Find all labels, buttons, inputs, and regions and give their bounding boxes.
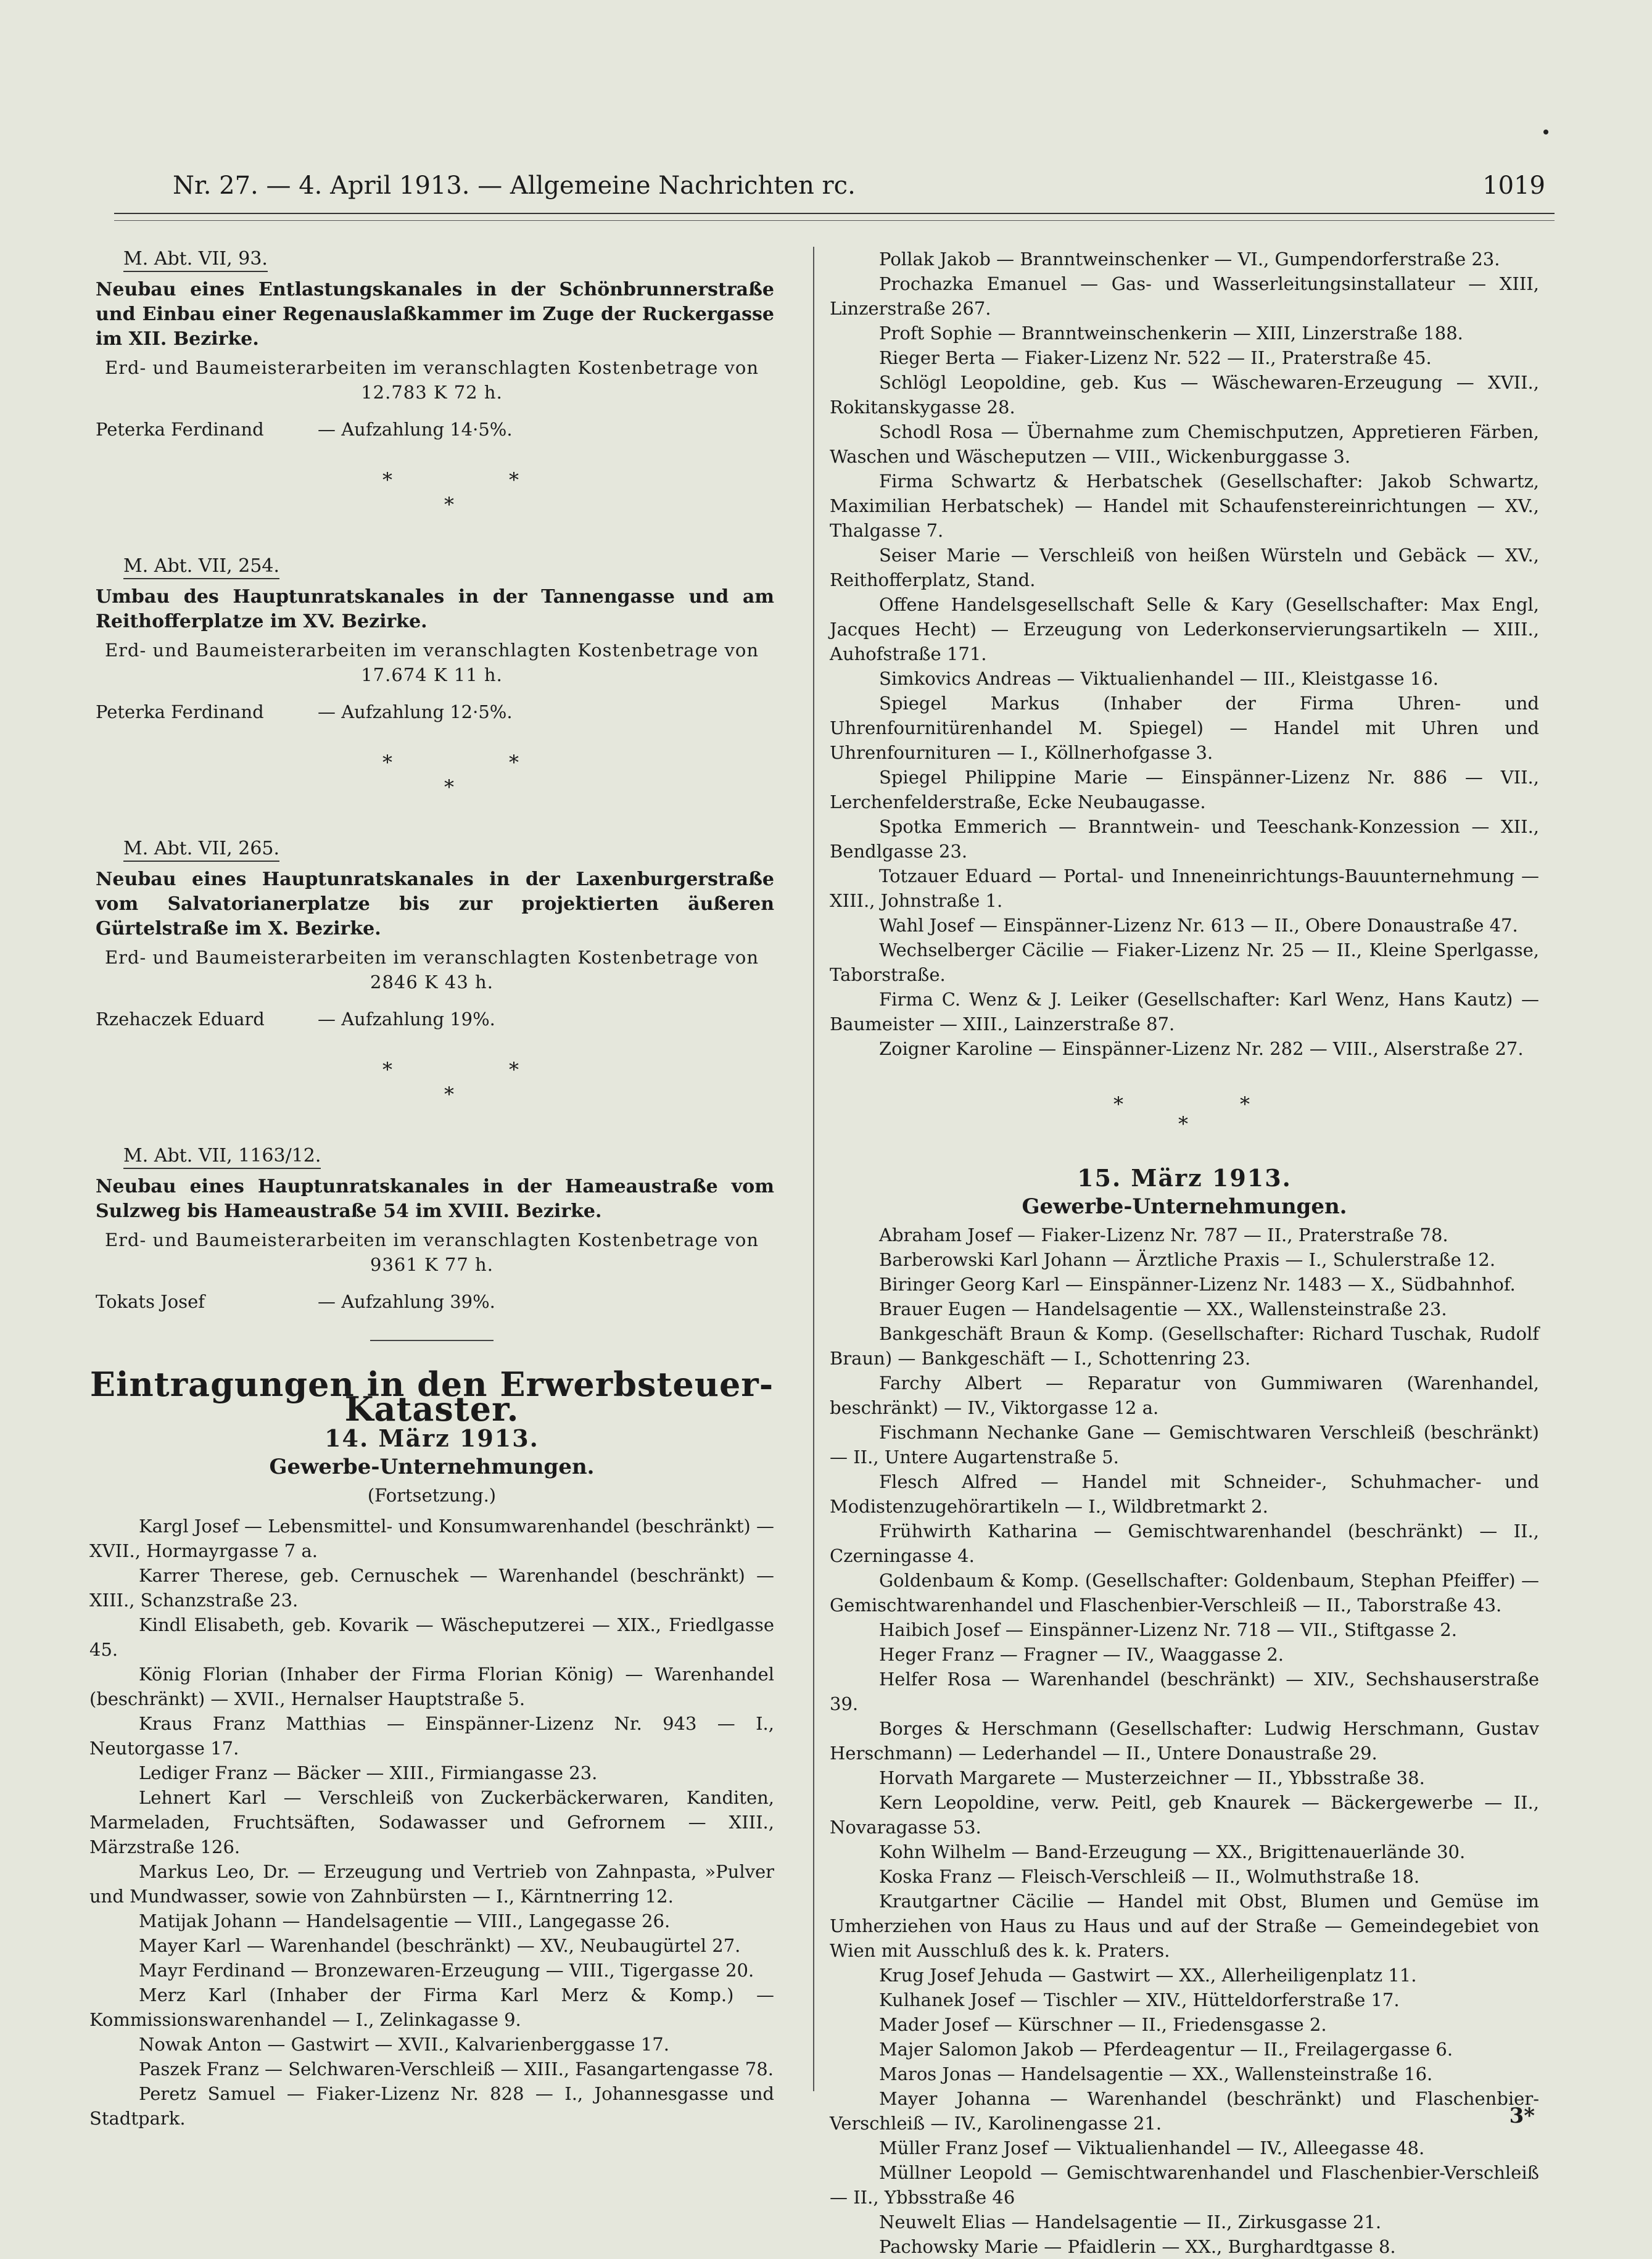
list-item: Flesch Alfred — Handel mit Schneider-, Schuhmacher- und Modistenzugehörartikeln — I., Wildbretmarkt 2.: [830, 1471, 1539, 1517]
project-works: Erd- und Baumeisterarbeiten im veranschlagten Kostenbetrage von 17.674 K 11 h.: [104, 640, 759, 685]
contractor-name: Rzehaczek Eduard: [96, 1009, 265, 1030]
star-separator: [89, 468, 774, 535]
list-item: Maros Jonas — Handelsagentie — XX., Wallensteinstraße 16.: [879, 2063, 1433, 2084]
list-item: Firma Schwartz & Herbatschek (Gesellschafter: Jakob Schwartz, Maximilian Herbatschek) — Handel mit Schaufenstereinrichtungen — XV., Thalgasse 7.: [830, 471, 1539, 541]
list-item: Rieger Berta — Fiaker-Lizenz Nr. 522 — II., Praterstraße 45.: [879, 347, 1432, 368]
list-item: Karrer Therese, geb. Cernuschek — Warenhandel (beschränkt) — XIII., Schanzstraße 23.: [89, 1565, 774, 1611]
list-item: Müllner Leopold — Gemischtwarenhandel und Flaschenbier-Verschleiß — II., Ybbsstraße 46: [830, 2162, 1539, 2208]
list-item: Lediger Franz — Bäcker — XIII., Firmiangasse 23.: [139, 1762, 598, 1783]
list-item: Seiser Marie — Verschleiß von heißen Würsteln und Gebäck — XV., Reithofferplatz, Stand.: [830, 545, 1539, 590]
project-reference: [89, 836, 774, 861]
ink-dot: [1543, 130, 1548, 134]
star: *: [1178, 1112, 1188, 1136]
project-result: [89, 417, 774, 443]
list-item: Prochazka Emanuel — Gas- und Wasserleitungsinstallateur — XIII, Linzerstraße 267.: [830, 273, 1539, 319]
entry-list: [830, 1223, 1539, 2259]
list-item: Wahl Josef — Einspänner-Lizenz Nr. 613 — II., Obere Donaustraße 47.: [879, 915, 1518, 936]
star: *: [382, 468, 392, 492]
project-title: Neubau eines Entlastungskanales in der Schönbrunnerstraße und Einbau einer Regenauslaßkammer im Zuge der Ruckergasse im XII. Bezirke.: [96, 279, 774, 350]
header-title: Nr. 27. — 4. April 1913. — Allgemeine Nachrichten rc.: [173, 171, 856, 200]
entry-list: [830, 247, 1539, 1061]
project-reference-text: M. Abt. VII, 254.: [123, 555, 279, 579]
list-item: Neuwelt Elias — Handelsagentie — II., Zirkusgasse 21.: [879, 2212, 1382, 2232]
contractor-name: Peterka Ferdinand: [96, 419, 264, 440]
list-item: Bankgeschäft Braun & Komp. (Gesellschafter: Richard Tuschak, Rudolf Braun) — Bankgeschäft — I., Schottenring 23.: [830, 1323, 1539, 1369]
list-item: Mader Josef — Kürschner — II., Friedensgasse 2.: [879, 2014, 1327, 2035]
continuation-note: (Fortsetzung.): [367, 1485, 497, 1506]
surcharge: — Aufzahlung 39%.: [318, 1291, 495, 1312]
list-item: Barberowski Karl Johann — Ärztliche Praxis — I., Schulerstraße 12.: [879, 1249, 1496, 1270]
star-separator: [830, 1092, 1539, 1141]
list-item: Brauer Eugen — Handelsagentie — XX., Wallensteinstraße 23.: [879, 1299, 1447, 1319]
list-item: Mayer Karl — Warenhandel (beschränkt) — XV., Neubaugürtel 27.: [139, 1935, 741, 1956]
list-item: Majer Salomon Jakob — Pferdeagentur — II., Freilagergasse 6.: [879, 2039, 1453, 2060]
star: *: [444, 493, 454, 516]
project-result: [89, 1007, 774, 1033]
project-block: [89, 554, 774, 725]
list-item: Kargl Josef — Lebensmittel- und Konsumwarenhandel (beschränkt) — XVII., Hormayrgasse 7 a.: [89, 1516, 774, 1561]
list-item: Pachowsky Marie — Pfaidlerin — XX., Burghardtgasse 8.: [879, 2236, 1396, 2257]
list-item: Horvath Margarete — Musterzeichner — II., Ybbsstraße 38.: [879, 1767, 1425, 1788]
list-item: Heger Franz — Fragner — IV., Waaggasse 2.: [879, 1644, 1284, 1665]
list-item: Müller Franz Josef — Viktualienhandel — IV., Alleegasse 48.: [879, 2137, 1425, 2158]
list-item: Kulhanek Josef — Tischler — XIV., Hütteldorferstraße 17.: [879, 1989, 1400, 2010]
list-item: Simkovics Andreas — Viktualienhandel — III., Kleistgasse 16.: [879, 668, 1439, 689]
list-item: Farchy Albert — Reparatur von Gummiwaren (Warenhandel, beschränkt) — IV., Viktorgasse 12 a.: [830, 1373, 1539, 1418]
list-item: Matijak Johann — Handelsagentie — VIII., Langegasse 26.: [139, 1910, 671, 1931]
list-item: Peretz Samuel — Fiaker-Lizenz Nr. 828 — I., Johannesgasse und Stadtpark.: [89, 2083, 774, 2129]
project-block: [89, 836, 774, 1033]
list-item: Kraus Franz Matthias — Einspänner-Lizenz Nr. 943 — I., Neutorgasse 17.: [89, 1713, 774, 1759]
project-reference-text: M. Abt. VII, 93.: [123, 248, 268, 272]
list-item: Wechselberger Cäcilie — Fiaker-Lizenz Nr. 25 — II., Kleine Sperlgasse, Taborstraße.: [830, 940, 1539, 985]
contractor-name: Tokats Josef: [96, 1291, 205, 1312]
surcharge: — Aufzahlung 14·5%.: [318, 419, 513, 440]
section-title: Eintragungen in den Erwerbsteuer-Kataster.: [89, 1365, 774, 1429]
list-item: Offene Handelsgesellschaft Selle & Kary (Gesellschafter: Max Engl, Jacques Hecht) — Erzeugung von Lederkonservierungsartikeln — XIII., Auhofstraße 171.: [830, 594, 1539, 664]
contractor-name: Peterka Ferdinand: [96, 701, 264, 722]
list-item: Paszek Franz — Selchwaren-Verschleiß — XIII., Fasangartengasse 78.: [139, 2059, 774, 2079]
list-item: Fischmann Nechanke Gane — Gemischtwaren Verschleiß (beschränkt) — II., Untere Augartenstraße 5.: [830, 1422, 1539, 1468]
project-works: Erd- und Baumeisterarbeiten im veranschlagten Kostenbetrage von 12.783 K 72 h.: [104, 357, 759, 403]
signature-mark: 3*: [1509, 2104, 1535, 2128]
list-item: Helfer Rosa — Warenhandel (beschränkt) — XIV., Sechshauserstraße 39.: [830, 1669, 1539, 1714]
left-column: [89, 247, 774, 2131]
list-item: Nowak Anton — Gastwirt — XVII., Kalvarienberggasse 17.: [139, 2034, 669, 2055]
surcharge: — Aufzahlung 19%.: [318, 1009, 495, 1030]
project-result: [89, 1289, 774, 1315]
list-item: Markus Leo, Dr. — Erzeugung und Vertrieb von Zahnpasta, »Pulver und Mundwasser, sowie von Zahnbürsten — I., Kärntnerring 12.: [89, 1861, 774, 1907]
star: *: [509, 1058, 519, 1081]
list-item: Haibich Josef — Einspänner-Lizenz Nr. 718 — VII., Stiftgasse 2.: [879, 1619, 1457, 1640]
right-column: [830, 247, 1539, 2259]
project-reference: [89, 247, 774, 271]
project-reference-text: M. Abt. VII, 1163/12.: [123, 1145, 321, 1169]
list-item: Kindl Elisabeth, geb. Kovarik — Wäscheputzerei — XIX., Friedlgasse 45.: [89, 1614, 774, 1660]
list-item: Spiegel Markus (Inhaber der Firma Uhren- und Uhrenfournitürenhandel M. Spiegel) — Handel mit Uhren und Uhrenfournituren — I., Köllnerhofgasse 3.: [830, 693, 1539, 763]
list-item: Borges & Herschmann (Gesellschafter: Ludwig Herschmann, Gustav Herschmann) — Lederhandel — II., Untere Donaustraße 29.: [830, 1718, 1539, 1764]
project-title: Umbau des Hauptunratskanales in der Tannengasse und am Reithofferplatze im XV. Bezirke.: [96, 586, 774, 632]
star: *: [509, 751, 519, 774]
list-item: Krautgartner Cäcilie — Handel mit Obst, Blumen und Gemüse im Umherziehen von Haus zu Haus und auf der Straße — Gemeindegebiet von Wien mit Ausschluß des k. k. Praters.: [830, 1891, 1539, 1961]
project-title: Neubau eines Hauptunratskanales in der Hameaustraße vom Sulzweg bis Hameaustraße 54 im XVIII. Bezirke.: [96, 1176, 774, 1222]
column-divider: [813, 247, 814, 2091]
list-item: Kohn Wilhelm — Band-Erzeugung — XX., Brigittenauerlände 30.: [879, 1841, 1466, 1862]
star: *: [1113, 1092, 1123, 1116]
list-item: Biringer Georg Karl — Einspänner-Lizenz Nr. 1483 — X., Südbahnhof.: [879, 1274, 1516, 1295]
star: *: [509, 468, 519, 492]
list-item: Spiegel Philippine Marie — Einspänner-Lizenz Nr. 886 — VII., Lerchenfelderstraße, Ecke Neubaugasse.: [830, 767, 1539, 812]
header-rule: [114, 213, 1555, 221]
list-item: Lehnert Karl — Verschleiß von Zuckerbäckerwaren, Kanditen, Marmeladen, Fruchtsäften, Sodawasser und Gefrornem — XIII., Märzstraße 126.: [89, 1787, 774, 1857]
star: *: [1240, 1092, 1250, 1116]
list-item: Zoigner Karoline — Einspänner-Lizenz Nr. 282 — VIII., Alserstraße 27.: [879, 1038, 1524, 1059]
project-reference: [89, 554, 774, 579]
list-item: Mayer Johanna — Warenhandel (beschränkt) und Flaschenbier-Verschleiß — IV., Karolinengasse 21.: [830, 2088, 1539, 2134]
star: *: [382, 751, 392, 774]
list-item: Koska Franz — Fleisch-Verschleiß — II., Wolmuthstraße 18.: [879, 1866, 1420, 1887]
project-title: Neubau eines Hauptunratskanales in der Laxenburgerstraße vom Salvatorianerplatze bis zur projektierten äußeren Gürtelstraße im X. Bezirke.: [96, 869, 774, 940]
list-item: Proft Sophie — Branntweinschenkerin — XIII, Linzerstraße 188.: [879, 323, 1463, 344]
page-header: [105, 165, 1551, 215]
star: *: [382, 1058, 392, 1081]
list-item: Goldenbaum & Komp. (Gesellschafter: Goldenbaum, Stephan Pfeiffer) — Gemischtwarenhandel und Flaschenbier-Verschleiß — II., Taborstraße 43.: [830, 1570, 1539, 1616]
list-item: Abraham Josef — Fiaker-Lizenz Nr. 787 — II., Praterstraße 78.: [879, 1224, 1448, 1245]
page-number: 1019: [1482, 171, 1545, 200]
project-reference: [89, 1144, 774, 1168]
list-item: Pollak Jakob — Branntweinschenker — VI., Gumpendorferstraße 23.: [879, 249, 1500, 270]
star-separator: [89, 1057, 774, 1125]
surcharge: — Aufzahlung 12·5%.: [318, 701, 513, 722]
star: *: [444, 1083, 454, 1106]
project-block: [89, 1144, 774, 1315]
section-rule: [370, 1340, 494, 1341]
project-reference-text: M. Abt. VII, 265.: [123, 838, 279, 862]
section-date: 14. März 1913.: [324, 1424, 539, 1452]
list-item: König Florian (Inhaber der Firma Florian König) — Warenhandel (beschränkt) — XVII., Hernalser Hauptstraße 5.: [89, 1664, 774, 1709]
list-item: Schodl Rosa — Übernahme zum Chemischputzen, Appretieren Färben, Waschen und Wäscheputzen — VIII., Wickenburggasse 3.: [830, 421, 1539, 467]
project-result: [89, 700, 774, 725]
list-item: Totzauer Eduard — Portal- und Inneneinrichtungs-Bauunternehmung — XIII., Johnstraße 1.: [830, 865, 1539, 911]
star-separator: [89, 750, 774, 818]
list-item: Spotka Emmerich — Branntwein- und Teeschank-Konzession — XII., Bendlgasse 23.: [830, 816, 1539, 862]
list-item: Schlögl Leopoldine, geb. Kus — Wäschewaren-Erzeugung — XVII., Rokitanskygasse 28.: [830, 372, 1539, 418]
list-item: Firma C. Wenz & J. Leiker (Gesellschafter: Karl Wenz, Hans Kautz) — Baumeister — XIII., Lainzerstraße 87.: [830, 989, 1539, 1035]
project-block: [89, 247, 774, 443]
project-works: Erd- und Baumeisterarbeiten im veranschlagten Kostenbetrage von 2846 K 43 h.: [104, 947, 759, 993]
section-subtitle: Gewerbe-Unternehmungen.: [269, 1455, 595, 1479]
section-date: 15. März 1913.: [1077, 1164, 1292, 1192]
list-item: Mayr Ferdinand — Bronzewaren-Erzeugung — VIII., Tigergasse 20.: [139, 1960, 754, 1981]
project-works: Erd- und Baumeisterarbeiten im veranschlagten Kostenbetrage von 9361 K 77 h.: [104, 1229, 759, 1275]
list-item: Kern Leopoldine, verw. Peitl, geb Knaurek — Bäckergewerbe — II., Novaragasse 53.: [830, 1792, 1539, 1838]
entry-list: [89, 1514, 774, 2131]
list-item: Frühwirth Katharina — Gemischtwarenhandel (beschränkt) — II., Czerningasse 4.: [830, 1521, 1539, 1566]
section-subtitle: Gewerbe-Unternehmungen.: [1022, 1194, 1347, 1219]
list-item: Merz Karl (Inhaber der Firma Karl Merz & Komp.) — Kommissionswarenhandel — I., Zelinkagasse 9.: [89, 1984, 774, 2030]
star: *: [444, 775, 454, 799]
list-item: Krug Josef Jehuda — Gastwirt — XX., Allerheiligenplatz 11.: [879, 1965, 1417, 1986]
